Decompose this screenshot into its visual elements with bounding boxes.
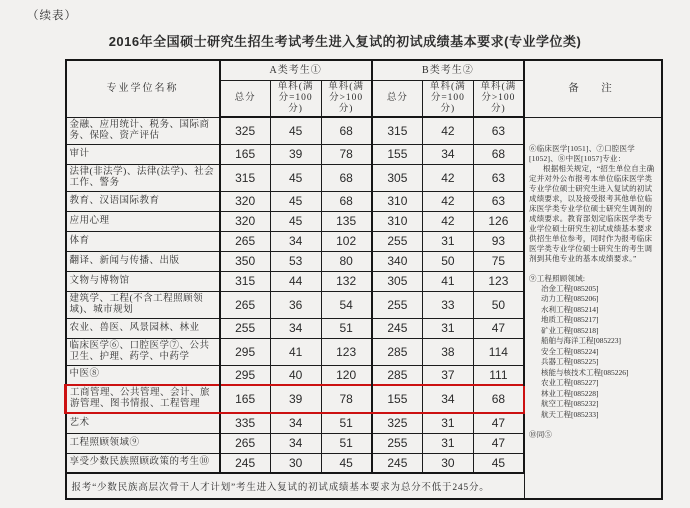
score-a-total-cell: 265 — [220, 231, 271, 251]
degree-name-cell: 翻译、新闻与传播、出版 — [66, 251, 220, 271]
score-b-total-cell: 255 — [372, 433, 423, 453]
degree-name-cell: 教育、汉语国际教育 — [66, 191, 220, 211]
score-a-sub-eq100-cell: 34 — [270, 318, 321, 338]
score-a-total-cell: 315 — [220, 271, 271, 291]
score-b-sub-gt100-cell: 111 — [473, 365, 524, 385]
table-row — [66, 117, 663, 144]
page-title: 2016年全国硕士研究生招生考试考生进入复试的初试成绩基本要求(专业学位类) — [108, 34, 582, 49]
score-a-total-cell: 295 — [220, 365, 271, 385]
score-a-sub-gt100-cell: 135 — [321, 211, 372, 231]
score-b-sub-gt100-cell: 50 — [473, 291, 524, 318]
remarks-spacer — [529, 420, 658, 430]
degree-name-cell: 艺术 — [66, 413, 220, 433]
degree-name-cell: 文物与博物馆 — [66, 271, 220, 291]
score-a-sub-gt100-cell: 123 — [321, 338, 372, 365]
score-b-total-cell: 310 — [372, 211, 423, 231]
remarks-cell — [524, 117, 662, 499]
score-b-sub-eq100-cell: 37 — [423, 365, 474, 385]
note-clinical-body: 根据相关规定，“招生单位自主确定并对外公布报考本单位临床医学类专业学位硕士研究生进入复试的初试成绩要求，以及接受报考其他单位临床医学类专业学位硕士研究生调剂的成绩要求。教育部划定临床医学类专业学位硕士研究生初试成绩基本要求供招生单位参考，同时作为报考临床医学类专业学位硕士研究生的考生调剂到其他专业的基本成绩要求。” — [529, 163, 655, 263]
score-a-sub-eq100-cell: 39 — [270, 385, 321, 413]
score-b-sub-eq100-cell: 42 — [423, 164, 474, 191]
score-b-total-cell: 285 — [372, 365, 423, 385]
score-b-sub-eq100-cell: 31 — [423, 433, 474, 453]
score-a-total-cell: 165 — [220, 144, 271, 164]
score-b-sub-gt100-cell: 45 — [473, 453, 524, 473]
score-a-sub-gt100-cell: 102 — [321, 231, 372, 251]
engineering-field: 地质工程[085217] — [541, 315, 599, 324]
degree-name-cell: 中医⑧ — [66, 365, 220, 385]
score-b-total-cell: 255 — [372, 291, 423, 318]
score-a-sub-gt100-cell: 78 — [321, 385, 372, 413]
score-b-total-cell: 305 — [372, 164, 423, 191]
column-header-remarks: 备 注 — [524, 60, 662, 117]
remarks-content — [529, 144, 658, 441]
score-a-total-cell: 165 — [220, 385, 271, 413]
score-a-sub-eq100-cell: 34 — [270, 231, 321, 251]
score-b-total-cell: 245 — [372, 453, 423, 473]
score-b-sub-gt100-cell: 63 — [473, 191, 524, 211]
engineering-field-list — [529, 284, 658, 421]
degree-name-cell: 法律(非法学)、法律(法学)、社会工作、警务 — [66, 164, 220, 191]
score-b-total-cell: 325 — [372, 413, 423, 433]
score-a-sub-eq100-cell: 44 — [270, 271, 321, 291]
engineering-field: 动力工程[085206] — [541, 294, 599, 303]
note-minority: ⑩同⑤ — [529, 430, 553, 439]
degree-name-cell: 金融、应用统计、税务、国际商务、保险、资产评估 — [66, 117, 220, 144]
score-b-sub-gt100-cell: 93 — [473, 231, 524, 251]
score-b-sub-eq100-cell: 31 — [423, 318, 474, 338]
degree-name-cell: 工商管理、公共管理、会计、旅游管理、图书情报、工程管理 — [66, 385, 220, 413]
score-b-sub-gt100-cell: 63 — [473, 164, 524, 191]
engineering-field: 矿业工程[085218] — [541, 325, 599, 335]
engineering-field: 林业工程[085228] — [541, 388, 599, 398]
column-header-b-total: 总分 — [372, 81, 423, 118]
score-b-total-cell: 155 — [372, 144, 423, 164]
score-b-sub-eq100-cell: 33 — [423, 291, 474, 318]
score-b-sub-gt100-cell: 123 — [473, 271, 524, 291]
score-b-sub-gt100-cell: 47 — [473, 433, 524, 453]
score-a-total-cell: 335 — [220, 413, 271, 433]
score-b-total-cell: 245 — [372, 318, 423, 338]
score-a-total-cell: 350 — [220, 251, 271, 271]
score-a-sub-gt100-cell: 51 — [321, 413, 372, 433]
score-b-sub-eq100-cell: 34 — [423, 144, 474, 164]
score-b-total-cell: 285 — [372, 338, 423, 365]
engineering-field: 航天工程[085233] — [541, 409, 599, 419]
score-b-sub-gt100-cell: 114 — [473, 338, 524, 365]
score-a-total-cell: 320 — [220, 191, 271, 211]
remarks-spacer — [529, 264, 658, 274]
score-b-sub-gt100-cell: 68 — [473, 385, 524, 413]
footer-note: 报考“少数民族高层次骨干人才计划”考生进入复试的初试成绩基本要求为总分不低于245分。 — [66, 473, 525, 499]
score-b-sub-eq100-cell: 42 — [423, 211, 474, 231]
score-b-total-cell: 310 — [372, 191, 423, 211]
score-a-total-cell: 295 — [220, 338, 271, 365]
table-body — [66, 117, 663, 499]
degree-name-cell: 工程照顾领域⑨ — [66, 433, 220, 453]
engineering-field: 航空工程[085232] — [541, 399, 599, 408]
score-a-sub-gt100-cell: 51 — [321, 318, 372, 338]
score-b-sub-gt100-cell: 126 — [473, 211, 524, 231]
score-a-sub-eq100-cell: 40 — [270, 365, 321, 385]
score-a-sub-eq100-cell: 45 — [270, 211, 321, 231]
column-header-b-sub-gt100: 单科(满分>100分) — [473, 81, 524, 118]
column-header-a-sub-gt100: 单科(满分>100分) — [321, 81, 372, 118]
column-header-b-sub-eq100: 单科(满分=100分) — [423, 81, 474, 118]
degree-name-cell: 体育 — [66, 231, 220, 251]
degree-name-cell: 审计 — [66, 144, 220, 164]
engineering-field: 水利工程[085214] — [541, 304, 599, 314]
score-b-total-cell: 255 — [372, 231, 423, 251]
engineering-field: 农业工程[085227] — [541, 378, 599, 387]
column-header-degree-name: 专业学位名称 — [66, 60, 220, 117]
engineering-field: 冶金工程[085205] — [541, 283, 599, 293]
score-a-sub-gt100-cell: 80 — [321, 251, 372, 271]
score-b-sub-eq100-cell: 31 — [423, 413, 474, 433]
score-b-sub-eq100-cell: 41 — [423, 271, 474, 291]
score-b-total-cell: 340 — [372, 251, 423, 271]
engineering-field: 安全工程[085224] — [541, 346, 599, 356]
score-b-sub-eq100-cell: 42 — [423, 117, 474, 144]
score-a-sub-gt100-cell: 54 — [321, 291, 372, 318]
score-b-sub-gt100-cell: 68 — [473, 144, 524, 164]
score-b-sub-gt100-cell: 47 — [473, 318, 524, 338]
score-b-sub-eq100-cell: 42 — [423, 191, 474, 211]
score-a-total-cell: 315 — [220, 164, 271, 191]
score-a-sub-gt100-cell: 78 — [321, 144, 372, 164]
score-a-sub-gt100-cell: 68 — [321, 191, 372, 211]
score-b-total-cell: 155 — [372, 385, 423, 413]
score-b-sub-gt100-cell: 47 — [473, 413, 524, 433]
score-a-sub-eq100-cell: 53 — [270, 251, 321, 271]
score-a-sub-eq100-cell: 34 — [270, 413, 321, 433]
table-header — [66, 60, 663, 117]
degree-name-cell: 临床医学⑥、口腔医学⑦、公共卫生、护理、药学、中药学 — [66, 338, 220, 365]
score-a-sub-gt100-cell: 120 — [321, 365, 372, 385]
column-group-b-candidates: B类考生② — [372, 60, 524, 81]
column-header-a-total: 总分 — [220, 81, 271, 118]
score-a-sub-eq100-cell: 39 — [270, 144, 321, 164]
score-b-sub-eq100-cell: 34 — [423, 385, 474, 413]
score-a-total-cell: 255 — [220, 318, 271, 338]
score-a-sub-eq100-cell: 45 — [270, 164, 321, 191]
score-a-sub-gt100-cell: 68 — [321, 164, 372, 191]
score-a-sub-eq100-cell: 45 — [270, 117, 321, 144]
continuation-label: （续表） — [27, 10, 77, 22]
score-a-sub-gt100-cell: 51 — [321, 433, 372, 453]
score-a-sub-gt100-cell: 132 — [321, 271, 372, 291]
score-b-total-cell: 305 — [372, 271, 423, 291]
score-b-sub-gt100-cell: 63 — [473, 117, 524, 144]
score-a-sub-gt100-cell: 45 — [321, 453, 372, 473]
score-b-total-cell: 315 — [372, 117, 423, 144]
note-engineering-title: ⑨工程照顾领域: — [529, 273, 586, 283]
degree-name-cell: 应用心理 — [66, 211, 220, 231]
score-a-total-cell: 245 — [220, 453, 271, 473]
column-group-a-candidates: A类考生① — [220, 60, 372, 81]
engineering-field: 核能与核技术工程[085226] — [541, 367, 629, 377]
score-b-sub-gt100-cell: 75 — [473, 251, 524, 271]
score-requirements-table — [64, 59, 663, 500]
note-clinical-title: ⑥临床医学[1051]、⑦口腔医学[1052]、⑧中医[1057]专业： — [529, 143, 635, 163]
score-a-sub-eq100-cell: 30 — [270, 453, 321, 473]
score-a-total-cell: 265 — [220, 433, 271, 453]
score-b-sub-eq100-cell: 30 — [423, 453, 474, 473]
column-header-a-sub-eq100: 单科(满分=100分) — [270, 81, 321, 118]
score-a-sub-eq100-cell: 41 — [270, 338, 321, 365]
score-a-sub-eq100-cell: 34 — [270, 433, 321, 453]
score-a-sub-eq100-cell: 45 — [270, 191, 321, 211]
score-a-total-cell: 265 — [220, 291, 271, 318]
score-a-sub-eq100-cell: 36 — [270, 291, 321, 318]
engineering-field: 兵器工程[085225] — [541, 357, 599, 366]
score-a-sub-gt100-cell: 68 — [321, 117, 372, 144]
degree-name-cell: 享受少数民族照顾政策的考生⑩ — [66, 453, 220, 473]
score-b-sub-eq100-cell: 50 — [423, 251, 474, 271]
score-b-sub-eq100-cell: 38 — [423, 338, 474, 365]
degree-name-cell: 农业、兽医、风景园林、林业 — [66, 318, 220, 338]
engineering-field: 船舶与海洋工程[085223] — [541, 336, 621, 345]
score-b-sub-eq100-cell: 31 — [423, 231, 474, 251]
degree-name-cell: 建筑学、工程(不含工程照顾领域)、城市规划 — [66, 291, 220, 318]
score-a-total-cell: 325 — [220, 117, 271, 144]
score-a-total-cell: 320 — [220, 211, 271, 231]
